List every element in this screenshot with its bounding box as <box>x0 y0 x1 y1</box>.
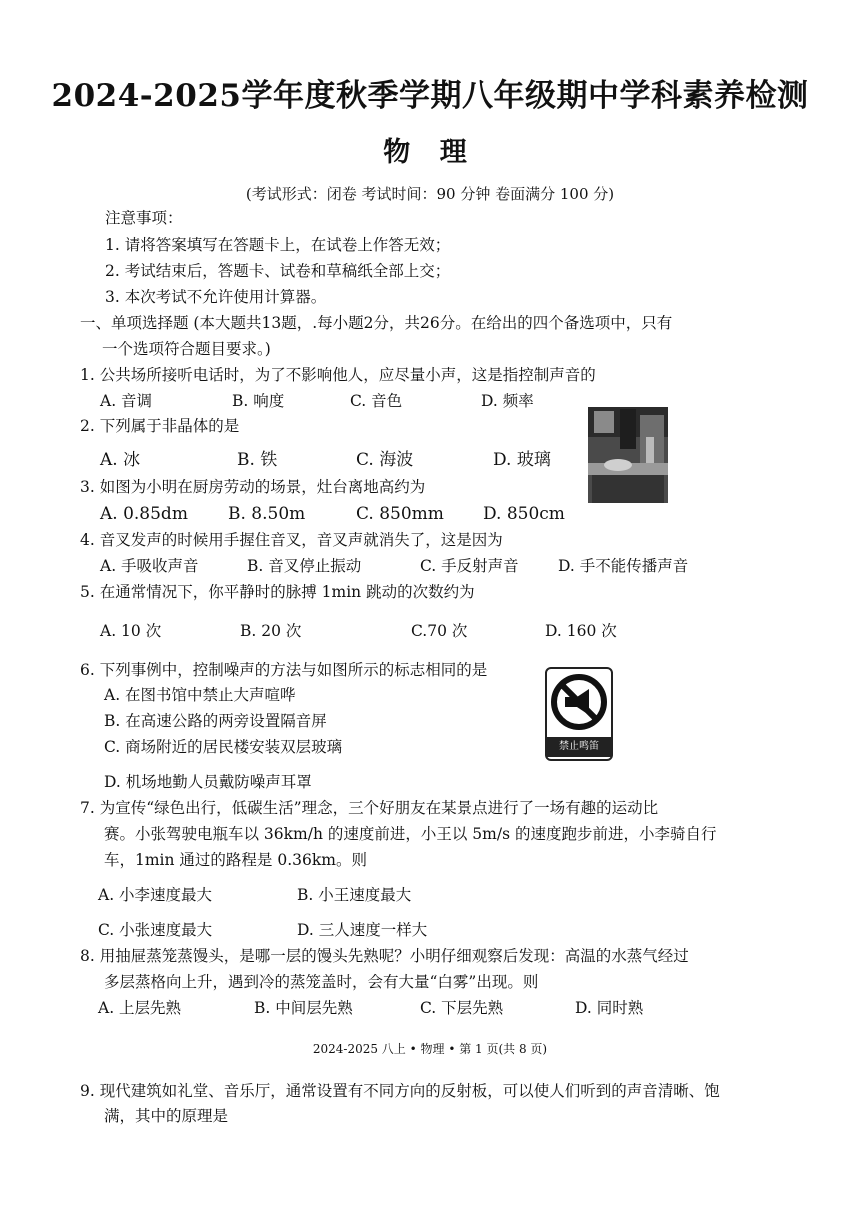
option: A. 在图书馆中禁止大声喧哗 <box>104 686 296 704</box>
no-honking-sign <box>545 667 613 761</box>
option: A. 冰 <box>100 450 141 470</box>
option: D. 三人速度一样大 <box>297 921 428 939</box>
option: B. 响度 <box>232 392 285 410</box>
option: A. 音调 <box>100 392 153 410</box>
option: C. 小张速度最大 <box>98 921 213 939</box>
exam-info: (考试形式：闭卷 考试时间：90 分钟 卷面满分 100 分) <box>245 185 615 203</box>
option: C. 手反射声音 <box>420 557 519 575</box>
option: C.70 次 <box>411 622 468 640</box>
question-8-stem-cont: 多层蒸格向上升，遇到冷的蒸笼盖时，会有大量“白雾”出现。则 <box>104 973 539 991</box>
option: C. 下层先熟 <box>420 999 504 1017</box>
option: B. 中间层先熟 <box>254 999 353 1017</box>
question-7-stem-cont: 车，1min 通过的路程是 0.36km。则 <box>104 851 367 869</box>
option: D. 机场地勤人员戴防噪声耳罩 <box>104 773 312 791</box>
option: B. 8.50m <box>228 504 306 524</box>
option: B. 铁 <box>237 450 278 470</box>
option: C. 商场附近的居民楼安装双层玻璃 <box>104 738 343 756</box>
question-9-stem: 9. 现代建筑如礼堂、音乐厅，通常设置有不同方向的反射板，可以使人们听到的声音清晰、饱 <box>80 1082 720 1100</box>
sign-label: 禁止鸣笛 <box>547 737 611 757</box>
option: C. 850mm <box>356 504 444 524</box>
subject-title: 物 理 <box>383 137 477 168</box>
option: B. 小王速度最大 <box>297 886 412 904</box>
page-footer: 2024-2025 八上 • 物理 • 第 1 页(共 8 页) <box>312 1042 548 1056</box>
option: A. 0.85dm <box>100 504 188 524</box>
question-3-stem: 3. 如图为小明在厨房劳动的场景，灶台离地高约为 <box>80 478 426 496</box>
section-heading-cont: 一个选项符合题目要求。) <box>102 340 271 358</box>
question-9-stem-cont: 满，其中的原理是 <box>104 1107 229 1125</box>
question-8-stem: 8. 用抽屉蒸笼蒸馒头，是哪一层的馒头先熟呢？小明仔细观察后发现：高温的水蒸气经过 <box>80 947 689 965</box>
exam-title: 2024-2025学年度秋季学期八年级期中学科素养检测 <box>51 78 809 114</box>
section-heading: 一、单项选择题 (本大题共13题，.每小题2分，共26分。在给出的四个备选项中，只有 <box>80 314 673 332</box>
option: B. 在高速公路的两旁设置隔音屏 <box>104 712 327 730</box>
kitchen-scene-photo <box>588 407 668 503</box>
option: D. 850cm <box>483 504 565 524</box>
option: D. 玻璃 <box>493 450 551 470</box>
question-7-stem-cont: 赛。小张驾驶电瓶车以 36km/h 的速度前进，小王以 5m/s 的速度跑步前进，小李骑自行 <box>104 825 717 843</box>
notes-heading: 注意事项： <box>105 209 183 227</box>
option: D. 160 次 <box>545 622 617 640</box>
question-4-stem: 4. 音叉发声的时候用手握住音叉，音叉声就消失了，这是因为 <box>80 531 503 549</box>
option: C. 海波 <box>356 450 414 470</box>
note-item: 2. 考试结束后，答题卡、试卷和草稿纸全部上交； <box>105 262 451 280</box>
option: C. 音色 <box>350 392 403 410</box>
question-6-stem: 6. 下列事例中，控制噪声的方法与如图所示的标志相同的是 <box>80 661 488 679</box>
question-2-stem: 2. 下列属于非晶体的是 <box>80 417 240 435</box>
option: B. 20 次 <box>240 622 302 640</box>
option: A. 手吸收声音 <box>100 557 199 575</box>
option: B. 音叉停止振动 <box>247 557 362 575</box>
option: A. 上层先熟 <box>98 999 182 1017</box>
option: D. 手不能传播声音 <box>558 557 689 575</box>
option: D. 频率 <box>481 392 534 410</box>
option: D. 同时熟 <box>575 999 644 1017</box>
question-7-stem: 7. 为宣传“绿色出行，低碳生活”理念，三个好朋友在某景点进行了一场有趣的运动比 <box>80 799 659 817</box>
question-5-stem: 5. 在通常情况下，你平静时的脉搏 1min 跳动的次数约为 <box>80 583 475 601</box>
no-horn-icon <box>547 669 611 735</box>
option: A. 小李速度最大 <box>98 886 213 904</box>
option: A. 10 次 <box>100 622 162 640</box>
note-item: 1. 请将答案填写在答题卡上，在试卷上作答无效； <box>105 236 451 254</box>
note-item: 3. 本次考试不允许使用计算器。 <box>105 288 327 306</box>
question-1-stem: 1. 公共场所接听电话时，为了不影响他人，应尽量小声，这是指控制声音的 <box>80 366 596 384</box>
